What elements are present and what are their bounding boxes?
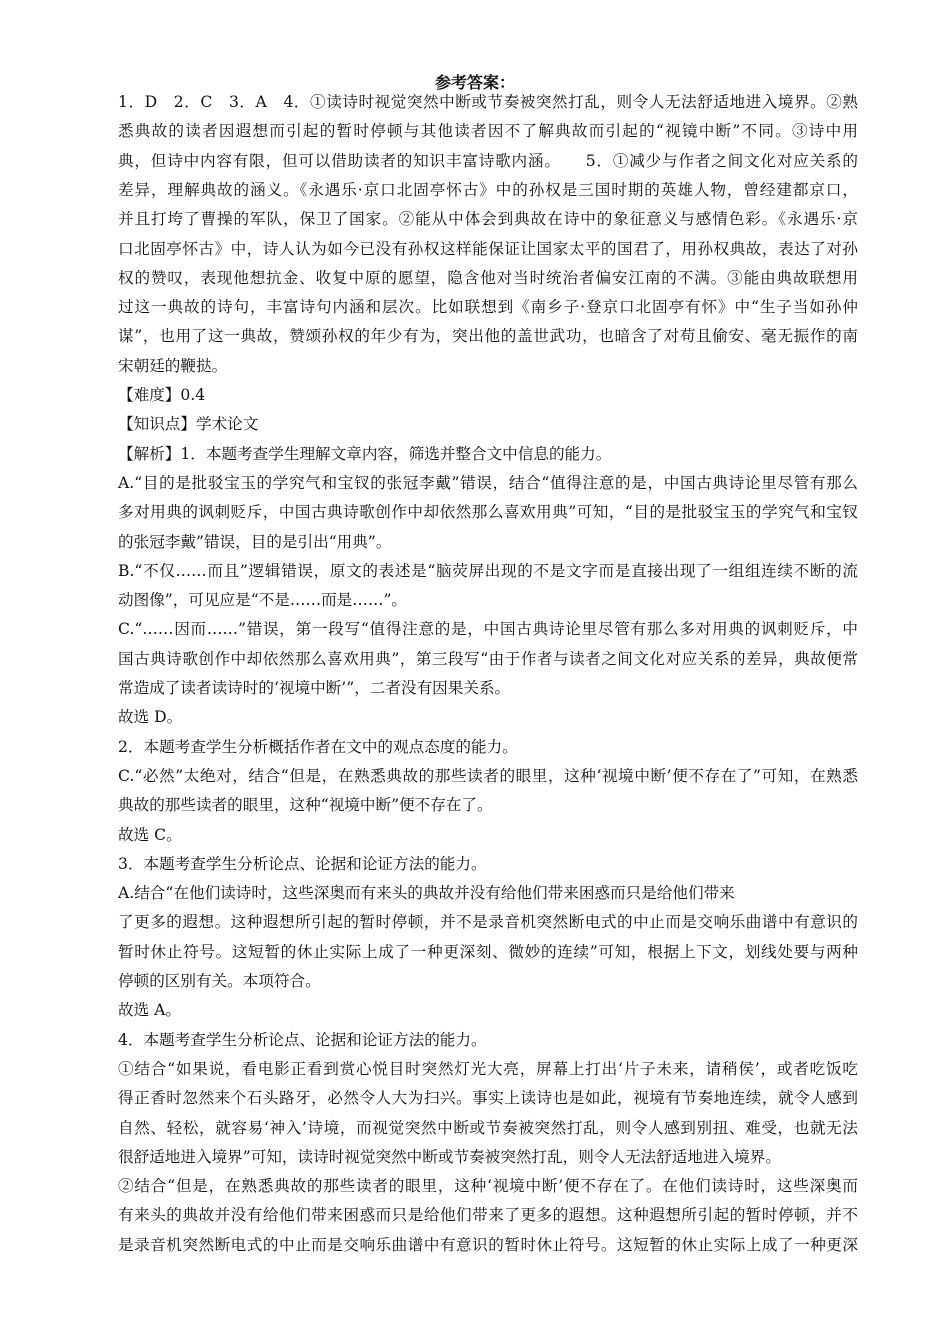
text-line: B.“不仅……而且”逻辑错误，原文的表述是“脑荧屏出现的不是文字而是直接出现了一组组连续不断的流 xyxy=(118,561,858,580)
text-line: 【解析】1．本题考查学生理解文章内容，筛选并整合文中信息的能力。 xyxy=(118,444,612,463)
text-line: 停顿的区别有关。本项符合。 xyxy=(118,972,321,990)
text-line: 典，但诗中内容有限，但可以借助读者的知识丰富诗歌内涵。 5．①减少与作者之间文化对应关系的 xyxy=(118,151,858,170)
text-line: 4．本题考查学生分析论点、论据和论证方法的能力。 xyxy=(118,1030,487,1049)
text-line: 2．本题考查学生分析概括作者在文中的观点态度的能力。 xyxy=(118,737,518,756)
text-line: 自然、轻松，就容易‘神入’诗境，而视觉突然中断或节奏被突然打乱，则令人感到别扭、难受，也就无法 xyxy=(118,1118,858,1137)
text-line: 【难度】0.4 xyxy=(118,386,206,404)
text-line: C.“必然”太绝对，结合“但是，在熟悉典故的那些读者的眼里，这种‘视境中断’便不存在了”可知，在熟悉 xyxy=(118,766,858,785)
text-line: C.“……因而……”错误，第一段写“值得注意的是，中国古典诗论里尽管有那么多对用典的讽刺贬斥，中 xyxy=(118,620,858,639)
text-line: 是录音机突然断电式的中止而是交响乐曲谱中有意识的暂时休止符号。这短暂的休止实际上成了一种更深 xyxy=(118,1235,858,1254)
text-line: 1．D 2．C 3．A 4．①读诗时视觉突然中断或节奏被突然打乱，则令人无法舒适地进入境界。②熟 xyxy=(118,93,858,111)
text-line: 的张冠李戴”错误，目的是引出“用典”。 xyxy=(118,532,392,551)
page-title: 参考答案： xyxy=(434,73,515,92)
text-line: 故选 A。 xyxy=(118,1001,181,1020)
text-line: ②结合“但是，在熟悉典故的那些读者的眼里，这种‘视境中断’便不存在了。在他们读诗时，这些深奥而 xyxy=(118,1177,858,1196)
text-line: A.“目的是批驳宝玉的学究气和宝钗的张冠李戴”错误，结合“值得注意的是，中国古典诗论里尽管有那么 xyxy=(118,473,858,492)
text-line: 暂时休止符号。这短暂的休止实际上成了一种更深刻、微妙的连续”可知，根据上下文，划线处要与两种 xyxy=(118,942,858,961)
text-line: 典故的那些读者的眼里，这种“视境中断”便不存在了。 xyxy=(118,796,493,815)
text-line: 宋朝廷的鞭挞。 xyxy=(118,356,228,375)
text-line: 有来头的典故并没有给他们带来困惑而只是给他们带来了更多的遐想。这种遐想所引起的暂时停顿，并不 xyxy=(118,1206,858,1225)
text-line: 权的赞叹，表现他想抗金、收复中原的愿望，隐含他对当时统治者偏安江南的不满。③能由典故联想用 xyxy=(118,268,858,287)
text-line: 很舒适地进入境界”可知，读诗时视觉突然中断或节奏被突然打乱，则令人无法舒适地进入境界。 xyxy=(118,1147,781,1166)
text-line: A.结合“在他们读诗时，这些深奥而有来头的典故并没有给他们带来困惑而只是给他们带来 xyxy=(118,884,735,903)
text-line: 故选 D。 xyxy=(118,708,183,727)
text-line: 3．本题考查学生分析论点、论据和论证方法的能力。 xyxy=(118,854,487,873)
text-line: 得正香时忽然来个石头路牙，必然令人大为扫兴。事实上读诗也是如此，视境有节奏地连续，就令人感到 xyxy=(118,1089,858,1108)
text-line: 国古典诗歌创作中却依然那么喜欢用典”，第三段写“由于作者与读者之间文化对应关系的差异，典故便常 xyxy=(118,649,858,668)
text-line: ①结合“如果说，看电影正看到赏心悦目时突然灯光大亮，屏幕上打出‘片子未来，请稍侯’，或者吃饭吃 xyxy=(118,1059,858,1078)
text-line: 谋”，也用了这一典故，赞颂孙权的年少有为，突出他的盖世武功，也暗含了对苟且偷安、毫无振作的南 xyxy=(118,327,858,346)
text-line: 常造成了读者读诗时的‘视境中断’”，二者没有因果关系。 xyxy=(118,679,511,697)
text-line: 了更多的遐想。这种遐想所引起的暂时停顿，并不是录音机突然断电式的中止而是交响乐曲谱中有意识的 xyxy=(118,913,858,932)
text-line: 动图像”，可见应是“不是……而是……”。 xyxy=(118,591,408,610)
text-line: 过这一典故的诗句，丰富诗句内涵和层次。比如联想到《南乡子·登京口北固亭有怀》中“生子当如孙仲 xyxy=(118,298,858,317)
text-line: 多对用典的讽刺贬斥，中国古典诗歌创作中却依然那么喜欢用典”可知，“目的是批驳宝玉的学究气和宝钗 xyxy=(118,503,858,522)
text-line: 差异，理解典故的涵义。《永遇乐·京口北固亭怀古》中的孙权是三国时期的英雄人物，曾经建都京口， xyxy=(118,180,858,199)
text-line: 故选 C。 xyxy=(118,825,182,844)
text-line: 【知识点】学术论文 xyxy=(118,415,259,434)
text-line: 悉典故的读者因遐想而引起的暂时停顿与其他读者因不了解典故而引起的“视镜中断”不同。③诗中用 xyxy=(118,122,858,141)
text-line: 并且打垮了曹操的军队，保卫了国家。②能从中体会到典故在诗中的象征意义与感情色彩。《永遇乐·京 xyxy=(118,210,858,229)
text-line: 口北固亭怀古》中，诗人认为如今已没有孙权这样能保证让国家太平的国君了，用孙权典故，表达了对孙 xyxy=(118,239,858,258)
